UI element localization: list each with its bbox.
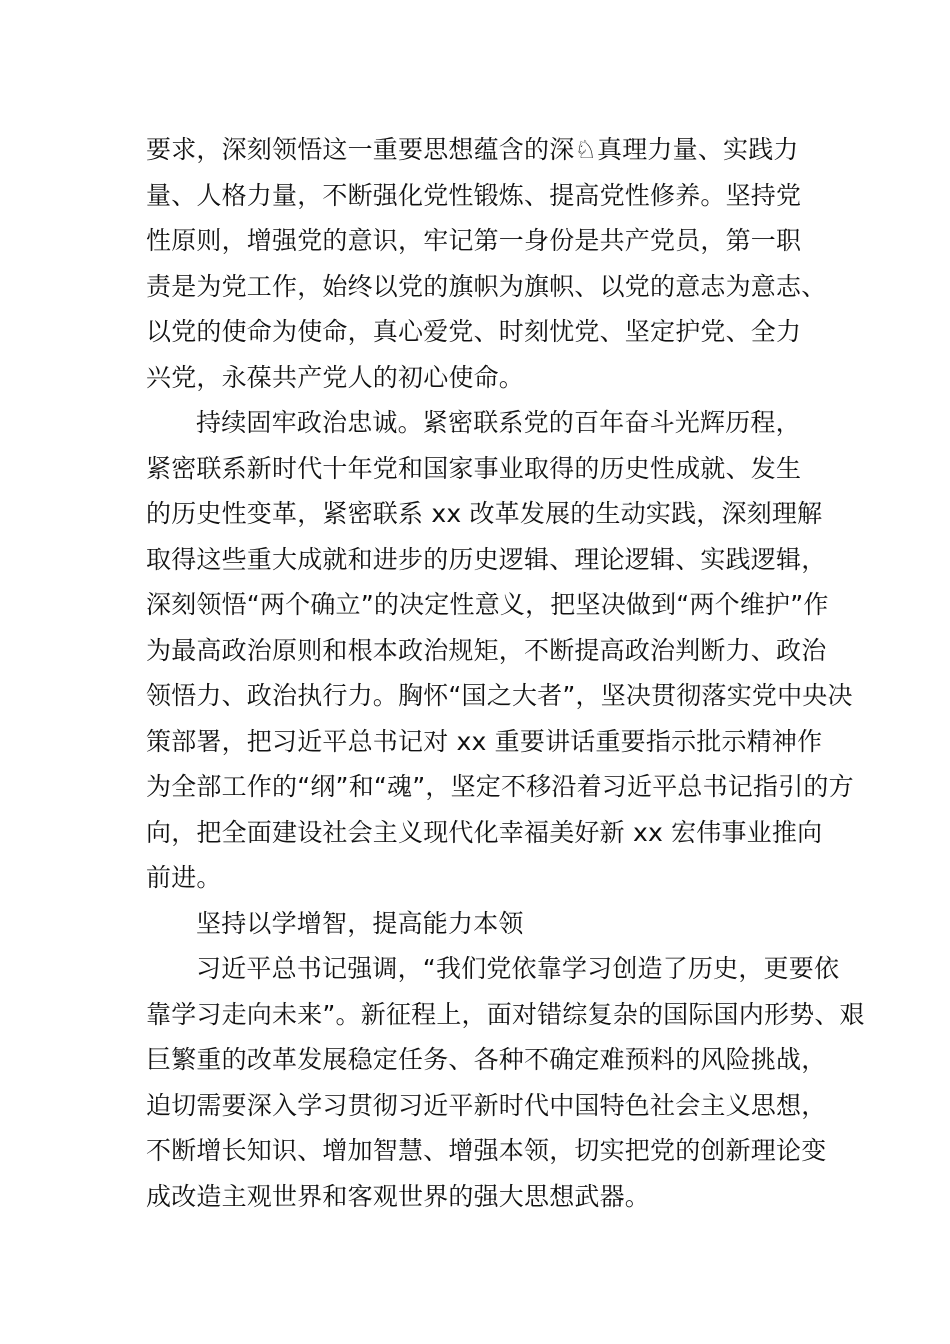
text-line: 持续固牢政治忠诚。紧密联系党的百年奋斗光辉历程， bbox=[196, 408, 801, 437]
text-line: 量、人格力量，不断强化党性锻炼、提高党性修养。坚持党 bbox=[146, 180, 802, 210]
text-line: 习近平总书记强调，“我们党依靠学习创造了历史，更要依 bbox=[196, 954, 840, 983]
text-line: 取得这些重大成就和进步的历史逻辑、理论逻辑、实践逻辑， bbox=[146, 544, 827, 574]
heading-text: 坚持以学增智，提高能力本领 bbox=[196, 908, 524, 938]
text-line: 兴党，永葆共产党人的初心使命。 bbox=[146, 362, 525, 392]
document-body bbox=[146, 127, 865, 1219]
text-line: 前进。 bbox=[146, 863, 222, 892]
text-line: 迫切需要深入学习贯彻习近平新时代中国特色社会主义思想， bbox=[146, 1090, 827, 1120]
text-line: 为全部工作的“纲”和“魂”，坚定不移沿着习近平总书记指引的方 bbox=[146, 772, 854, 801]
text-line: 深刻领悟“两个确立”的决定性意义，把坚决做到“两个维护”作 bbox=[146, 590, 829, 619]
text-line: 领悟力、政治执行力。胸怀“国之大者”，坚决贯彻落实党中央决 bbox=[146, 681, 853, 710]
text-line: 性原则，增强党的意识，牢记第一身份是共产党员，第一职 bbox=[146, 226, 802, 255]
text-line: 巨繁重的改革发展稳定任务、各种不确定难预料的风险挑战， bbox=[146, 1045, 827, 1074]
paragraph-3 bbox=[146, 946, 865, 1219]
text-line: 责是为党工作，始终以党的旗帜为旗帜、以党的意志为意志、 bbox=[146, 271, 827, 301]
section-heading bbox=[146, 901, 826, 947]
text-line: 靠学习走向未来”。新征程上，面对错综复杂的国际国内形势、艰 bbox=[146, 999, 865, 1029]
text-line: 要求，深刻领悟这一重要思想蕴含的深♘真理力量、实践力 bbox=[146, 135, 799, 164]
text-line: 向，把全面建设社会主义现代化幸福美好新 xx 宏伟事业推向 bbox=[146, 817, 823, 847]
text-line: 紧密联系新时代十年党和国家事业取得的历史性成就、发生 bbox=[146, 453, 802, 483]
text-line: 不断增长知识、增加智慧、增强本领，切实把党的创新理论变 bbox=[146, 1136, 827, 1165]
paragraph-1 bbox=[146, 127, 826, 400]
text-line: 策部署，把习近平总书记对 xx 重要讲话重要指示批示精神作 bbox=[146, 726, 823, 756]
paragraph-2 bbox=[146, 400, 854, 901]
text-line: 成改造主观世界和客观世界的强大思想武器。 bbox=[146, 1181, 651, 1211]
text-line: 的历史性变革，紧密联系 xx 改革发展的生动实践，深刻理解 bbox=[146, 499, 823, 528]
text-line: 为最高政治原则和根本政治规矩，不断提高政治判断力、政治 bbox=[146, 635, 827, 665]
text-line: 以党的使命为使命，真心爱党、时刻忧党、坚定护党、全力 bbox=[146, 317, 802, 346]
